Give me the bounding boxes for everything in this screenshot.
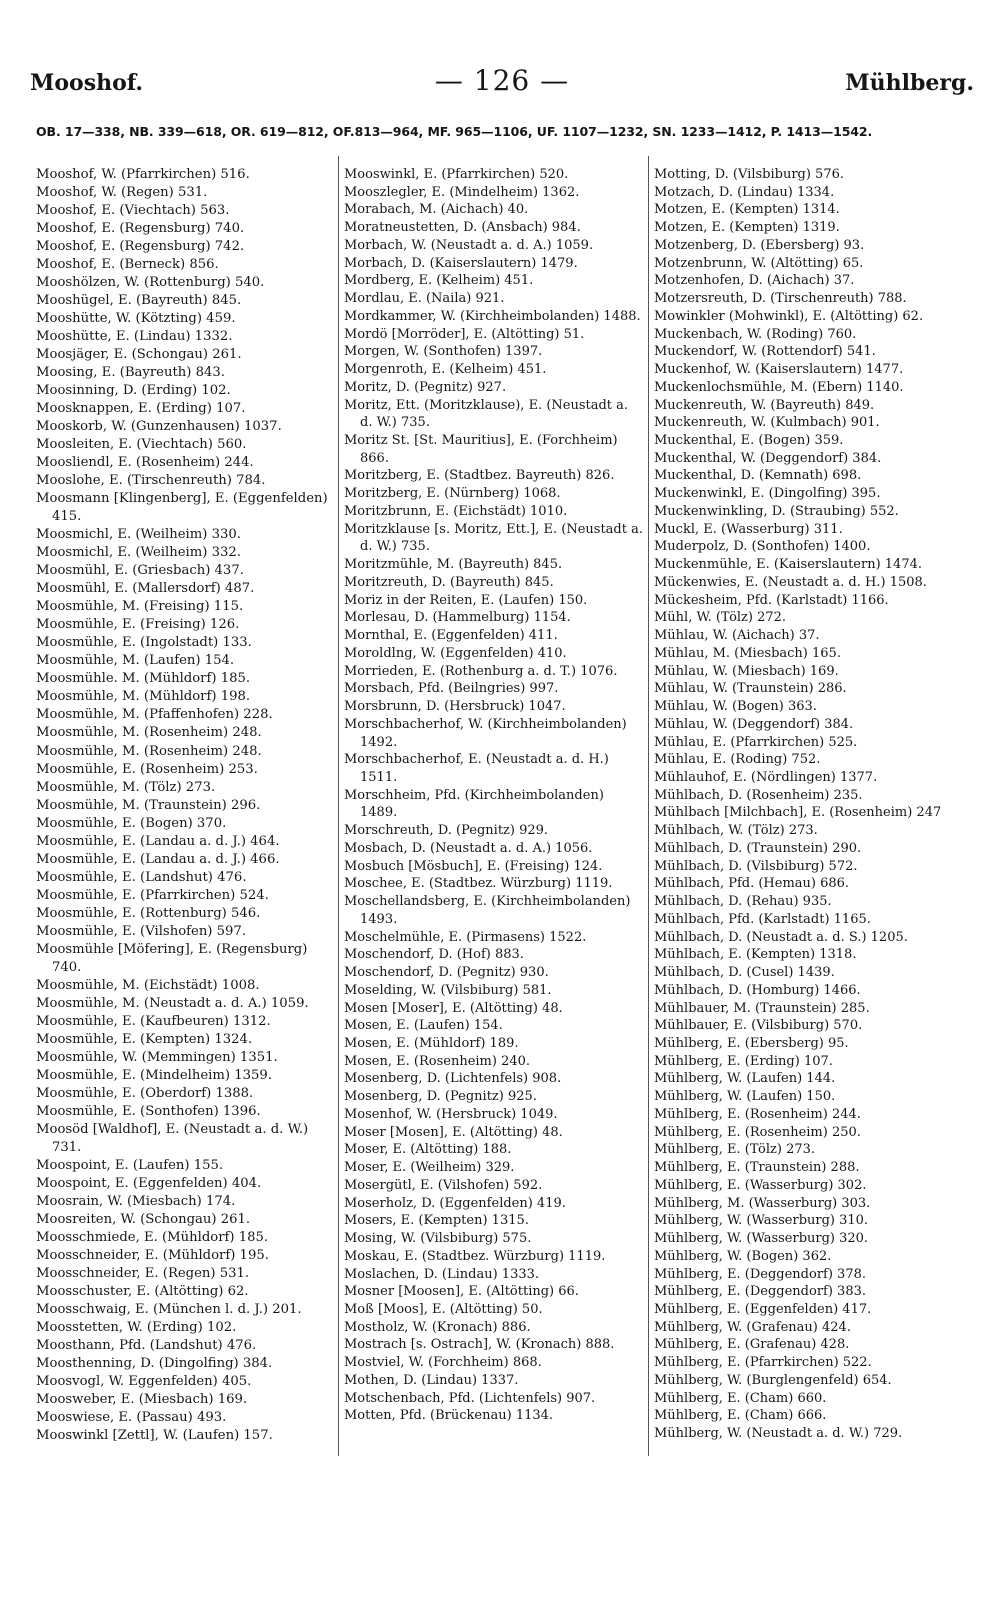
index-entry: Moosing, E. (Bayreuth) 843. xyxy=(36,365,225,381)
index-entry: Moosleiten, E. (Viechtach) 560. xyxy=(36,437,247,453)
index-entry: Moosknappen, E. (Erding) 107. xyxy=(36,401,246,417)
index-entry: Mühlau, W. (Aichach) 37. xyxy=(654,628,820,644)
index-entry: Morsbach, Pfd. (Beilngries) 997. xyxy=(344,681,559,697)
index-entry: Muckenwinkl, E. (Dingolfing) 395. xyxy=(654,486,881,502)
index-entry: Moß [Moos], E. (Altötting) 50. xyxy=(344,1302,543,1317)
index-entry: Moosmühl, E. (Griesbach) 437. xyxy=(36,563,244,579)
index-entry: Mosbuch [Mösbuch], E. (Freising) 124. xyxy=(344,858,603,874)
index-entry: Mordkammer, W. (Kirchheimbolanden) 1488. xyxy=(344,308,641,324)
index-entry: Muckenmühle, E. (Kaiserslautern) 1474. xyxy=(654,557,922,573)
index-entry: Moritzberg, E. (Nürnberg) 1068. xyxy=(344,486,561,502)
page-number: — 126 — xyxy=(434,64,570,97)
index-entry: Mosen, E. (Rosenheim) 240. xyxy=(344,1053,531,1069)
index-entry: Mordberg, E. (Kelheim) 451. xyxy=(344,273,534,289)
index-entry: Mühlberg, W. (Neustadt a. d. W.) 729. xyxy=(654,1426,903,1442)
index-entry: Mühlberg, E. (Erding) 107. xyxy=(654,1053,833,1069)
head-first-entry: Mooshof. xyxy=(30,70,144,96)
index-entry: Mosen [Moser], E. (Altötting) 48. xyxy=(344,1000,563,1016)
index-entry: Mostholz, W. (Kronach) 886. xyxy=(344,1319,531,1335)
index-entry: Moriz in der Reiten, E. (Laufen) 150. xyxy=(344,592,588,608)
index-entry: Mosen, E. (Mühldorf) 189. xyxy=(344,1035,519,1051)
index-entry: Mostrach [s. Ostrach], W. (Kronach) 888. xyxy=(344,1337,615,1353)
index-entry: Moritzmühle, M. (Bayreuth) 845. xyxy=(344,557,563,573)
index-entry: Mühlbach, D. (Homburg) 1466. xyxy=(654,982,861,998)
index-entry: Mühlberg, W. (Laufen) 150. xyxy=(654,1089,836,1105)
index-entry: Mühlberg, E. (Pfarrkirchen) 522. xyxy=(654,1355,872,1371)
index-entry: Mooswiese, E. (Passau) 493. xyxy=(36,1410,227,1426)
index-entry: Mühlberg, M. (Wasserburg) 303. xyxy=(654,1195,871,1211)
index-entry: Mühlberg, E. (Rosenheim) 244. xyxy=(654,1106,861,1122)
index-entry: Muckenreuth, W. (Bayreuth) 849. xyxy=(654,397,875,413)
index-entry: Moritz, Ett. (Moritzklause), E. (Neustadt a. d. W.) 735. xyxy=(344,397,629,431)
index-entry: Moosweber, E. (Miesbach) 169. xyxy=(36,1392,248,1408)
index-entry: Muckl, E. (Wasserburg) 311. xyxy=(654,521,843,537)
index-entry: Mooswinkl [Zettl], W. (Laufen) 157. xyxy=(36,1428,273,1444)
index-entry: Moosmühle, E. (Sonthofen) 1396. xyxy=(36,1103,261,1119)
index-entry: Moslachen, D. (Lindau) 1333. xyxy=(344,1266,540,1282)
index-entry: Moser, E. (Weilheim) 329. xyxy=(344,1160,515,1176)
index-entry: Moschendorf, D. (Pegnitz) 930. xyxy=(344,965,549,981)
index-entry: Morbach, W. (Neustadt a. d. A.) 1059. xyxy=(344,237,594,253)
index-entry: Moser, E. (Altötting) 188. xyxy=(344,1142,512,1158)
index-entry: Moosschmiede, E. (Mühldorf) 185. xyxy=(36,1229,269,1245)
index-entry: Mühlau, E. (Pfarrkirchen) 525. xyxy=(654,734,858,750)
index-entry: Mordlau, E. (Naila) 921. xyxy=(344,291,505,307)
index-entry: Motten, Pfd. (Brückenau) 1134. xyxy=(344,1408,554,1424)
index-entry: Moosmühle, W. (Memmingen) 1351. xyxy=(36,1049,278,1065)
index-entry: Moosmühle, M. (Laufen) 154. xyxy=(36,653,235,669)
index-entry: Moosmichl, E. (Weilheim) 330. xyxy=(36,527,241,543)
index-entry: Moritzklause [s. Moritz, Ett.], E. (Neustadt a. d. W.) 735. xyxy=(344,521,643,555)
index-entry: Moosmühle, E. (Oberdorf) 1388. xyxy=(36,1085,254,1101)
index-entry: Mooszlegler, E. (Mindelheim) 1362. xyxy=(344,184,580,200)
index-entry: Moosöd [Waldhof], E. (Neustadt a. d. W.) 731. xyxy=(36,1121,309,1155)
index-entry: Mühlberg, W. (Grafenau) 424. xyxy=(654,1319,851,1335)
index-entry: Mühlberg, E. (Rosenheim) 250. xyxy=(654,1124,861,1140)
index-entry: Morgenroth, E. (Kelheim) 451. xyxy=(344,362,547,378)
index-entry: Moosvogl, W. Eggenfelden) 405. xyxy=(36,1374,252,1390)
index-entry: Mooshof, E. (Viechtach) 563. xyxy=(36,203,230,219)
index-entry: Moritz St. [St. Mauritius], E. (Forchheim) 866. xyxy=(344,433,618,466)
index-entry: Moosrain, W. (Miesbach) 174. xyxy=(36,1193,236,1209)
index-entry: Mooslohe, E. (Tirschenreuth) 784. xyxy=(36,473,266,489)
index-entry: Moosschneider, E. (Regen) 531. xyxy=(36,1265,250,1281)
index-entry: Moroldlng, W. (Eggenfelden) 410. xyxy=(344,645,567,661)
index-entry: Mosenberg, D. (Pegnitz) 925. xyxy=(344,1089,537,1105)
index-entry: Mooshof, E. (Regensburg) 740. xyxy=(36,221,245,237)
index-entry: Morgen, W. (Sonthofen) 1397. xyxy=(344,344,543,360)
index-entry: Mühlbach, Pfd. (Hemau) 686. xyxy=(654,876,850,892)
index-entry: Mothen, D. (Lindau) 1337. xyxy=(344,1372,519,1388)
index-entry: Moratneustetten, D. (Ansbach) 984. xyxy=(344,220,581,236)
index-entry: Moosmühle, M. (Eichstädt) 1008. xyxy=(36,977,260,993)
running-head xyxy=(30,64,974,104)
index-entry: Moosmühle, M. (Tölz) 273. xyxy=(36,779,216,795)
index-entry: Moosmühle, E. (Rosenheim) 253. xyxy=(36,761,258,777)
index-entry: Moosstetten, W. (Erding) 102. xyxy=(36,1320,237,1335)
index-entry: Morabach, M. (Aichach) 40. xyxy=(344,202,529,218)
index-entry: Moosmühle, E. (Rottenburg) 546. xyxy=(36,905,261,921)
index-entry: Mühlbach [Milchbach], E. (Rosenheim) 247 xyxy=(654,805,942,821)
index-columns xyxy=(0,166,1000,1456)
index-entry: Mühlberg, E. (Deggendorf) 383. xyxy=(654,1284,867,1300)
index-entry: Moosmühle, E. (Landau a. d. J.) 466. xyxy=(36,851,280,867)
index-entry: Mühlbach, W. (Tölz) 273. xyxy=(654,823,818,839)
index-entry: Morschbacherhof, W. (Kirchheimbolanden) 1492. xyxy=(344,716,627,750)
index-entry: Muckenbach, W. (Roding) 760. xyxy=(654,326,857,342)
index-entry: Motzenbrunn, W. (Altötting) 65. xyxy=(654,255,864,271)
index-entry: Moserholz, D. (Eggenfelden) 419. xyxy=(344,1195,566,1211)
index-entry: Mühlau, E. (Roding) 752. xyxy=(654,752,821,768)
index-entry: Moosmühle, E. (Kempten) 1324. xyxy=(36,1031,253,1047)
index-entry: Muckendorf, W. (Rottendorf) 541. xyxy=(654,344,876,360)
index-entry: Mühlau, W. (Bogen) 363. xyxy=(654,699,817,715)
index-entry: Mückesheim, Pfd. (Karlstadt) 1166. xyxy=(654,592,889,608)
index-entry: Mühlberg, W. (Laufen) 144. xyxy=(654,1071,836,1087)
index-entry: Mühlberg, E. (Grafenau) 428. xyxy=(654,1337,850,1353)
index-entry: Morschbacherhof, E. (Neustadt a. d. H.) 1511. xyxy=(344,752,609,785)
index-entry: Mooshof, E. (Berneck) 856. xyxy=(36,257,219,273)
index-entry: Moselding, W. (Vilsbiburg) 581. xyxy=(344,982,552,998)
index-entry: Moosthann, Pfd. (Landshut) 476. xyxy=(36,1338,257,1354)
index-entry: Mühlberg, E. (Deggendorf) 378. xyxy=(654,1266,867,1282)
index-entry: Mühlau, W. (Deggendorf) 384. xyxy=(654,716,854,732)
index-entry: Moosmühl, E. (Mallersdorf) 487. xyxy=(36,581,255,597)
index-entry: Moosmühle, M. (Rosenheim) 248. xyxy=(36,743,262,759)
index-entry: Mooshügel, E. (Bayreuth) 845. xyxy=(36,293,242,309)
index-entry: Muckenhof, W. (Kaiserslautern) 1477. xyxy=(654,362,904,378)
index-entry: Mühl, W. (Tölz) 272. xyxy=(654,610,787,626)
index-entry: Morrieden, E. (Rothenburg a. d. T.) 1076. xyxy=(344,663,618,679)
index-entry: Mühlbauer, E. (Vilsbiburg) 570. xyxy=(654,1018,863,1034)
index-entry: Moskau, E. (Stadtbez. Würzburg) 1119. xyxy=(344,1248,606,1264)
index-entry: Moosmühle, E. (Bogen) 370. xyxy=(36,815,227,831)
index-entry: Moritzreuth, D. (Bayreuth) 845. xyxy=(344,574,554,590)
index-entry: Mooshütte, E. (Lindau) 1332. xyxy=(36,329,233,345)
index-entry: Moosmühle, M. (Traunstein) 296. xyxy=(36,797,261,813)
index-entry: Mooshof, W. (Pfarrkirchen) 516. xyxy=(36,167,250,182)
index-entry: Morschreuth, D. (Pegnitz) 929. xyxy=(344,823,549,839)
index-entry: Moser [Mosen], E. (Altötting) 48. xyxy=(344,1124,563,1140)
index-entry: Moosmühle, E. (Pfarrkirchen) 524. xyxy=(36,887,269,903)
index-entry: Mosers, E. (Kempten) 1315. xyxy=(344,1213,529,1229)
index-entry: Moosmühle, E. (Kaufbeuren) 1312. xyxy=(36,1013,271,1029)
index-entry: Moosmichl, E. (Weilheim) 332. xyxy=(36,545,241,561)
index-entry: Muckenreuth, W. (Kulmbach) 901. xyxy=(654,415,880,431)
index-entry: Mühlberg, E. (Wasserburg) 302. xyxy=(654,1177,867,1193)
index-entry: Moosmühle, M. (Neustadt a. d. A.) 1059. xyxy=(36,995,309,1011)
index-entry: Mühlberg, E. (Eggenfelden) 417. xyxy=(654,1302,872,1317)
index-entry: Morsbrunn, D. (Hersbruck) 1047. xyxy=(344,699,566,715)
index-entry: Moritzberg, E. (Stadtbez. Bayreuth) 826. xyxy=(344,468,615,484)
index-entry: Moosschuster, E. (Altötting) 62. xyxy=(36,1283,249,1299)
index-entry: Morbach, D. (Kaiserslautern) 1479. xyxy=(344,255,578,271)
index-entry: Moritz, D. (Pegnitz) 927. xyxy=(344,379,507,395)
index-entry: Moosmühle, E. (Vilshofen) 597. xyxy=(36,923,247,939)
index-entry: Moosmühle [Möfering], E. (Regensburg) 740. xyxy=(36,941,308,975)
index-entry: Morlesau, D. (Hammelburg) 1154. xyxy=(344,610,571,626)
index-entry: Mühlauhof, E. (Nördlingen) 1377. xyxy=(654,769,878,785)
index-entry: Mooshütte, W. (Kötzting) 459. xyxy=(36,311,236,327)
index-entry: Muckenthal, W. (Deggendorf) 384. xyxy=(654,450,882,466)
index-entry: Moospoint, E. (Laufen) 155. xyxy=(36,1157,224,1173)
index-entry: Mühlbach, D. (Rehau) 935. xyxy=(654,894,832,910)
index-entry: Mooshölzen, W. (Rottenburg) 540. xyxy=(36,275,265,291)
index-entry: Mühlberg, E. (Ebersberg) 95. xyxy=(654,1035,849,1051)
index-entry: Moosmühle, E. (Mindelheim) 1359. xyxy=(36,1067,272,1083)
index-entry: Moosliendl, E. (Rosenheim) 244. xyxy=(36,455,254,471)
index-entry: Mosner [Moosen], E. (Altötting) 66. xyxy=(344,1284,579,1300)
index-entry: Mühlau, W. (Miesbach) 169. xyxy=(654,663,839,679)
index-entry: Mühlberg, E. (Traunstein) 288. xyxy=(654,1160,860,1176)
index-entry: Motzenberg, D. (Ebersberg) 93. xyxy=(654,237,865,253)
index-entry: Mühlau, W. (Traunstein) 286. xyxy=(654,681,847,697)
index-entry: Mooskorb, W. (Gunzenhausen) 1037. xyxy=(36,419,282,435)
index-entry: Moosmühle, M. (Pfaffenhofen) 228. xyxy=(36,707,273,723)
index-entry: Motschenbach, Pfd. (Lichtenfels) 907. xyxy=(344,1390,596,1406)
index-entry: Moosinning, D. (Erding) 102. xyxy=(36,383,231,399)
index-entry: Mühlbauer, M. (Traunstein) 285. xyxy=(654,1000,870,1016)
index-entry: Motzen, E. (Kempten) 1314. xyxy=(654,202,840,218)
index-entry: Motzen, E. (Kempten) 1319. xyxy=(654,220,840,236)
index-entry: Mosbach, D. (Neustadt a. d. A.) 1056. xyxy=(344,840,593,856)
index-entry: Motzersreuth, D. (Tirschenreuth) 788. xyxy=(654,291,907,307)
index-entry: Mordö [Morröder], E. (Altötting) 51. xyxy=(344,326,585,342)
index-entry: Moosjäger, E. (Schongau) 261. xyxy=(36,347,242,363)
index-entry: Moritzbrunn, E. (Eichstädt) 1010. xyxy=(344,503,568,519)
index-entry: Mühlbach, E. (Kempten) 1318. xyxy=(654,947,857,963)
index-entry: Motzenhofen, D. (Aichach) 37. xyxy=(654,273,855,289)
index-entry: Mühlberg, W. (Burglengenfeld) 654. xyxy=(654,1372,892,1388)
index-entry: Mühlberg, E. (Cham) 660. xyxy=(654,1390,827,1406)
index-entry: Motzach, D. (Lindau) 1334. xyxy=(654,184,835,200)
index-entry: Moosschneider, E. (Mühldorf) 195. xyxy=(36,1247,269,1263)
column-3 xyxy=(654,166,956,1443)
index-entry: Mühlberg, E. (Cham) 666. xyxy=(654,1408,827,1424)
index-entry: Moosreiten, W. (Schongau) 261. xyxy=(36,1211,251,1227)
index-entry: Moosmühle, E. (Freising) 126. xyxy=(36,617,240,633)
index-entry: Mühlbach, D. (Neustadt a. d. S.) 1205. xyxy=(654,929,908,945)
index-entry: Moosmühle, M. (Freising) 115. xyxy=(36,599,244,615)
index-entry: Mühlberg, W. (Bogen) 362. xyxy=(654,1248,832,1264)
index-entry: Muckenwinkling, D. (Straubing) 552. xyxy=(654,503,899,519)
index-entry: Mooswinkl, E. (Pfarrkirchen) 520. xyxy=(344,167,569,182)
column-1 xyxy=(36,166,332,1445)
index-entry: Moschendorf, D. (Hof) 883. xyxy=(344,947,524,963)
index-entry: Mühlberg, E. (Tölz) 273. xyxy=(654,1142,816,1158)
index-entry: Mooshof, W. (Regen) 531. xyxy=(36,185,208,201)
index-entry: Mosenberg, D. (Lichtenfels) 908. xyxy=(344,1071,562,1087)
index-entry: Mühlberg, W. (Wasserburg) 310. xyxy=(654,1213,869,1229)
index-entry: Mosen, E. (Laufen) 154. xyxy=(344,1018,503,1034)
column-2 xyxy=(344,166,643,1425)
index-entry: Moosmühle, M. (Rosenheim) 248. xyxy=(36,725,262,741)
index-entry: Mosergütl, E. (Vilshofen) 592. xyxy=(344,1177,543,1193)
index-entry: Moschelmühle, E. (Pirmasens) 1522. xyxy=(344,929,587,945)
index-entry: Motting, D. (Vilsbiburg) 576. xyxy=(654,167,845,182)
index-entry: Morschheim, Pfd. (Kirchheimbolanden) 1489. xyxy=(344,787,604,821)
index-entry: Muderpolz, D. (Sonthofen) 1400. xyxy=(654,539,871,555)
index-entry: Mühlbach, D. (Cusel) 1439. xyxy=(654,965,835,981)
index-entry: Moosmühle, E. (Landshut) 476. xyxy=(36,869,247,885)
index-entry: Mühlau, M. (Miesbach) 165. xyxy=(654,645,841,661)
index-entry: Moosmühle, M. (Mühldorf) 198. xyxy=(36,689,251,705)
index-entry: Mühlbach, D. (Traunstein) 290. xyxy=(654,840,862,856)
index-entry: Muckenlochsmühle, M. (Ebern) 1140. xyxy=(654,379,904,395)
index-entry: Mosenhof, W. (Hersbruck) 1049. xyxy=(344,1106,558,1122)
index-entry: Moospoint, E. (Eggenfelden) 404. xyxy=(36,1175,262,1191)
index-entry: Mosing, W. (Vilsbiburg) 575. xyxy=(344,1231,532,1247)
index-entry: Moosmühle, E. (Landau a. d. J.) 464. xyxy=(36,833,280,849)
index-entry: Moosmühle, E. (Ingolstadt) 133. xyxy=(36,635,252,651)
index-entry: Moosschwaig, E. (München l. d. J.) 201. xyxy=(36,1301,302,1317)
index-entry: Moschellandsberg, E. (Kirchheimbolanden) 1493. xyxy=(344,894,631,927)
index-entry: Muckenthal, D. (Kemnath) 698. xyxy=(654,468,862,484)
head-last-entry: Mühlberg. xyxy=(845,70,974,96)
index-entry: Mooshof, E. (Regensburg) 742. xyxy=(36,239,245,255)
index-entry: Mühlbach, D. (Rosenheim) 235. xyxy=(654,787,863,803)
index-entry: Mühlberg, W. (Wasserburg) 320. xyxy=(654,1231,869,1247)
district-ranges-line: OB. 17—338, NB. 339—618, OR. 619—812, OF.813—964, MF. 965—1106, UF. 1107—1232, SN. 1233—1412, P. 1413—1542. xyxy=(36,124,873,139)
index-entry: Mühlbach, Pfd. (Karlstadt) 1165. xyxy=(654,911,871,927)
index-entry: Muckenthal, E. (Bogen) 359. xyxy=(654,433,844,449)
index-entry: Mostviel, W. (Forchheim) 868. xyxy=(344,1355,542,1371)
index-entry: Mornthal, E. (Eggenfelden) 411. xyxy=(344,628,558,644)
index-entry: Moosmühle. M. (Mühldorf) 185. xyxy=(36,671,251,687)
index-entry: Moosthenning, D. (Dingolfing) 384. xyxy=(36,1356,273,1372)
index-entry: Mückenwies, E. (Neustadt a. d. H.) 1508. xyxy=(654,574,927,590)
index-entry: Mühlbach, D. (Vilsbiburg) 572. xyxy=(654,858,858,874)
index-entry: Moschee, E. (Stadtbez. Würzburg) 1119. xyxy=(344,876,613,892)
index-entry: Mowinkler (Mohwinkl), E. (Altötting) 62. xyxy=(654,308,924,324)
index-entry: Moosmann [Klingenberg], E. (Eggenfelden) 415. xyxy=(36,491,328,525)
